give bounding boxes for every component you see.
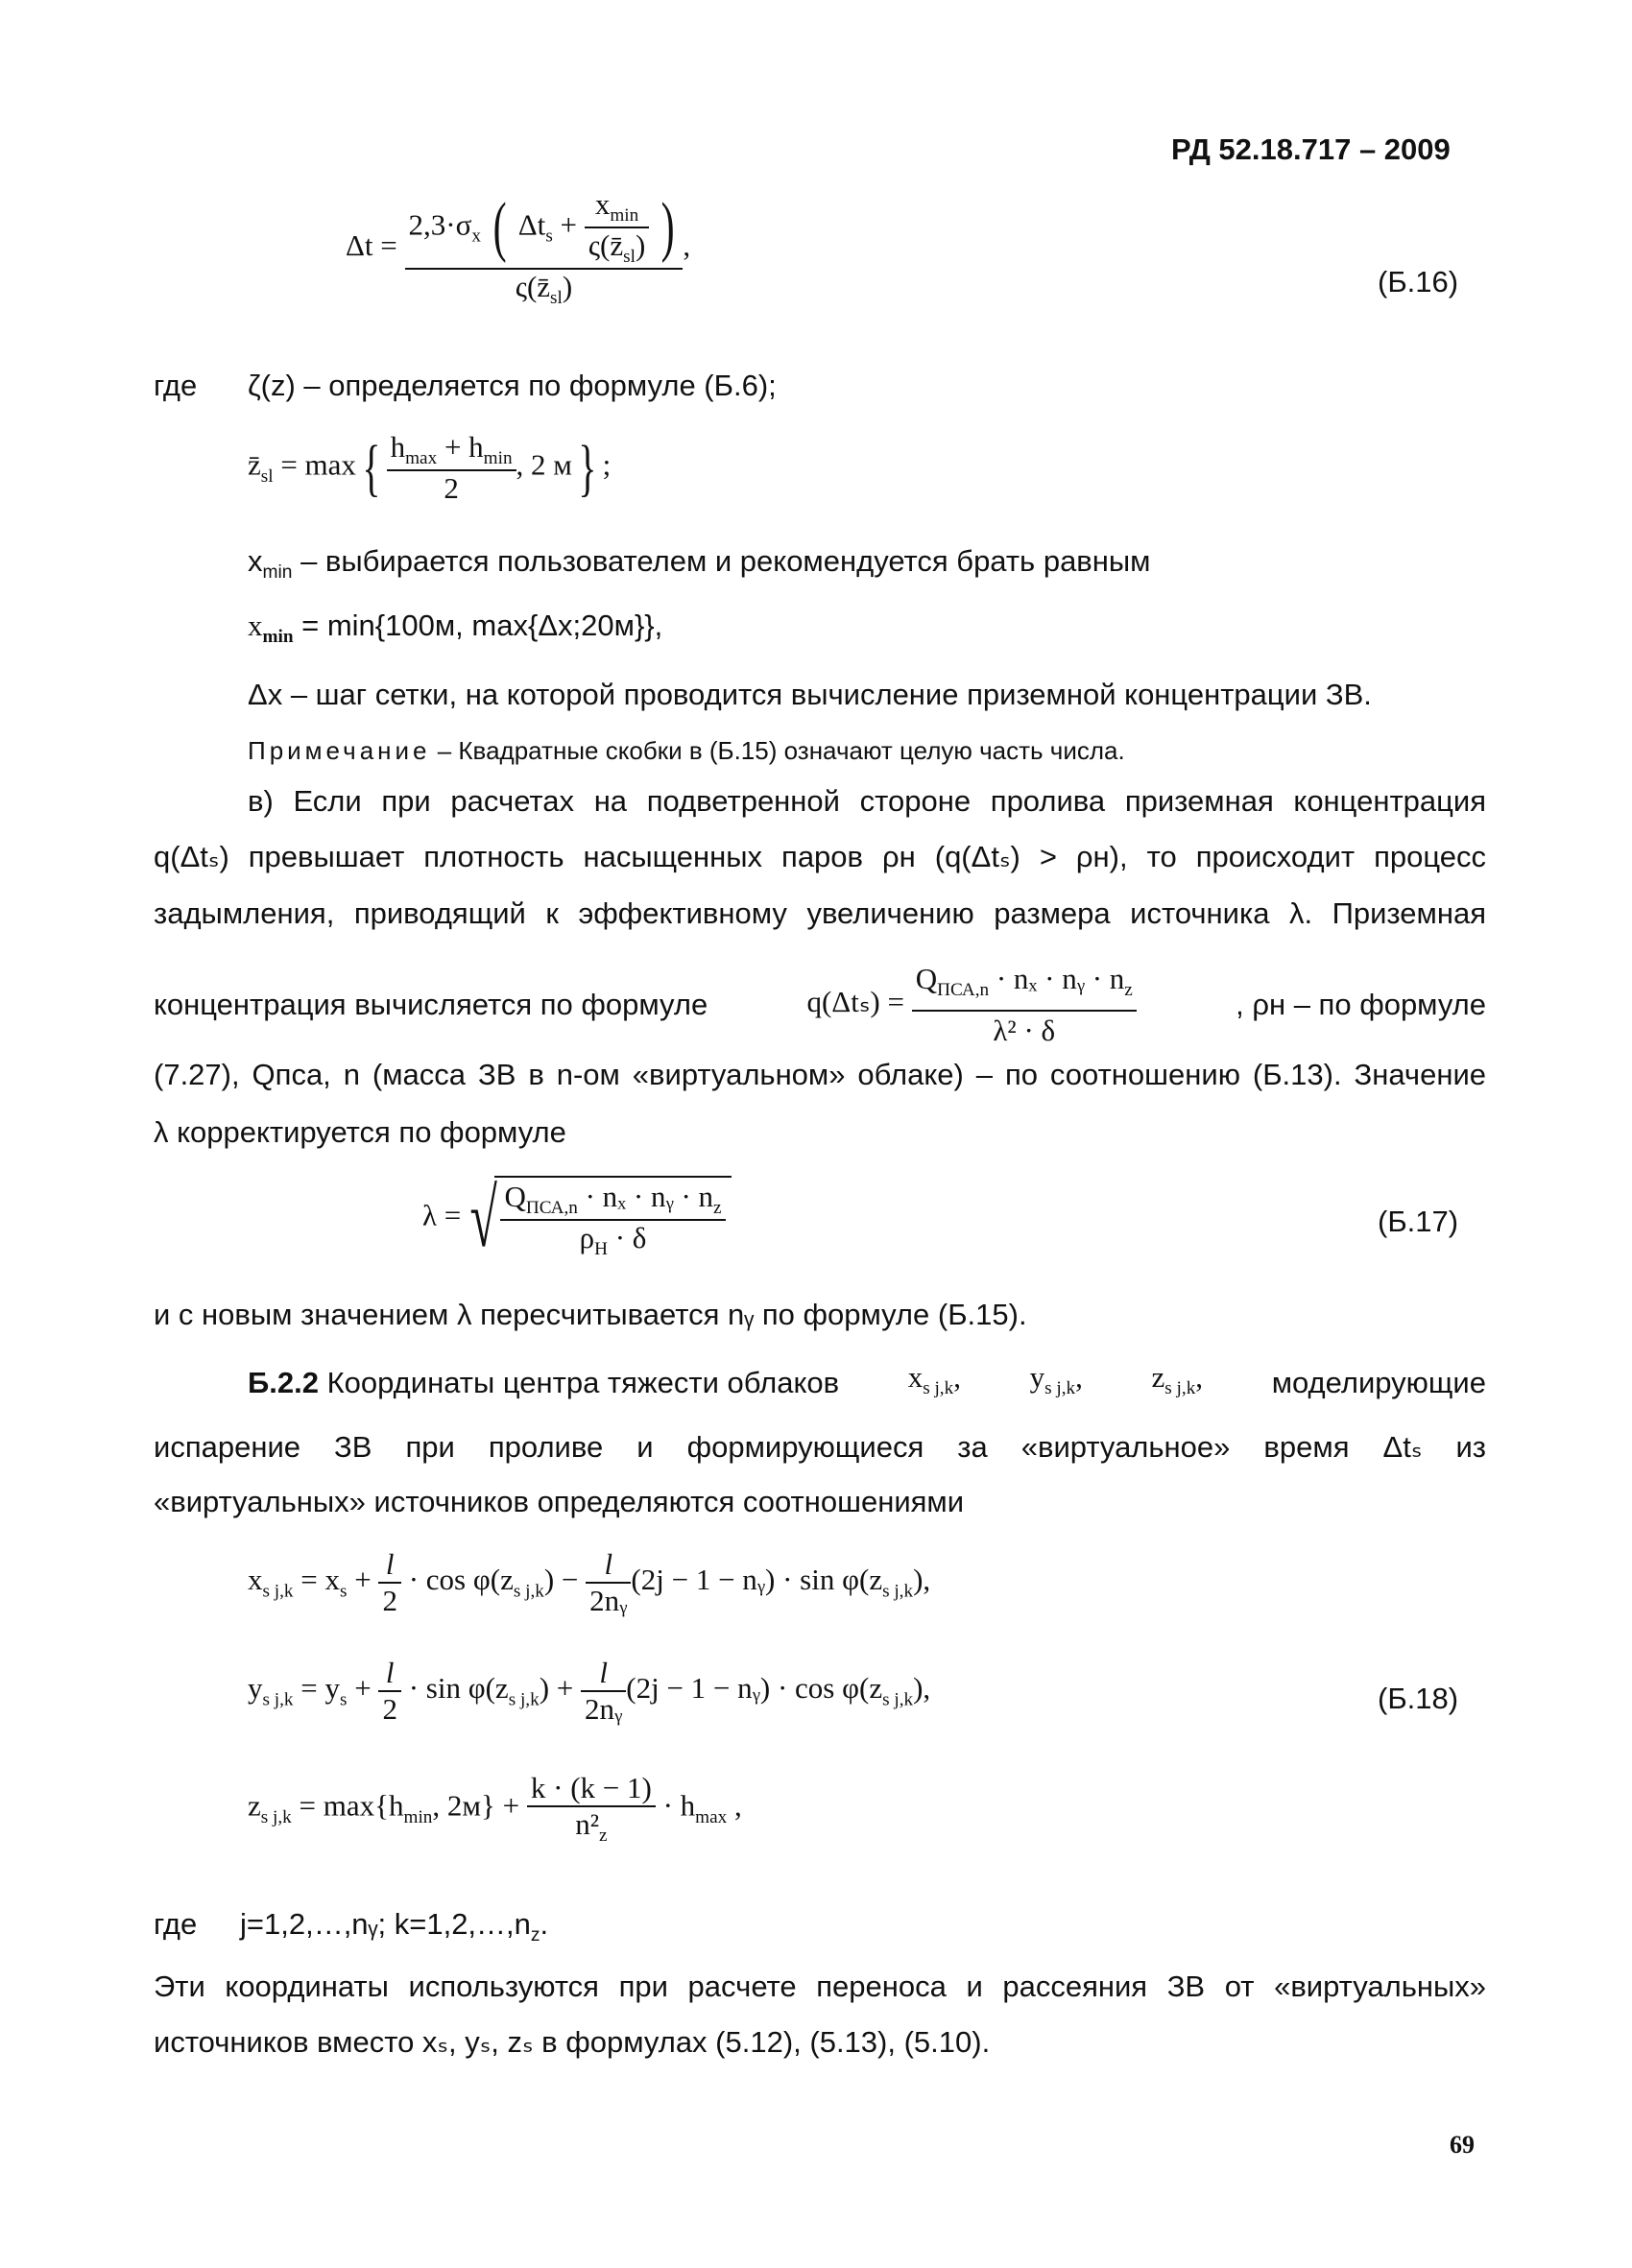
note-text: – Квадратные скобки в (Б.15) означают целую часть числа. — [430, 736, 1125, 765]
eq-b17-num-q: Q — [504, 1180, 526, 1213]
eq-b16-fraction — [405, 187, 684, 310]
xmin-def-x: x — [248, 544, 263, 578]
section-b22-y: y — [1029, 1360, 1045, 1394]
eq-b17-num-z: z — [713, 1198, 722, 1219]
eq-b18-x-f2-num: l — [604, 1547, 613, 1581]
eq-b18-y-a: = y — [293, 1671, 340, 1706]
eq-zsl-den: 2 — [387, 469, 516, 506]
eq-b18-y-f2-num: l — [599, 1656, 608, 1689]
xmin-eq-x: x — [248, 609, 263, 642]
eq-b18-x-d: ) − — [543, 1563, 587, 1597]
eq-zsl-tail: , 2 м — [516, 447, 572, 482]
conc-num-q: Q — [915, 962, 938, 995]
eq-b18-x-f: ), — [913, 1563, 931, 1597]
conc-lhs: q(Δtₛ) = — [806, 985, 904, 1019]
eq-zsl-lhs-sub: sl — [260, 466, 274, 487]
eq-b18-y-lhs-sub: s j,k — [262, 1689, 294, 1710]
eq-b16-xmin: x — [594, 187, 611, 221]
eq-b18-y-f: ), — [913, 1671, 931, 1706]
index-ranges-text: j=1,2,…,nᵧ; k=1,2,…,n — [240, 1907, 531, 1941]
equation-number-b17: (Б.17) — [1378, 1205, 1459, 1238]
para-v-line6: λ корректируется по формуле — [154, 1115, 566, 1149]
eq-b16-inner-den-sub: sl — [623, 247, 636, 268]
section-b22-line2: испарение ЗВ при проливе и формирующиеся за «виртуальное» время Δtₛ из — [154, 1430, 1486, 1464]
para-v-line2: q(Δtₛ) превышает плотность насыщенных паров ρн (q(Δtₛ) > ρн), то происходит процесс — [154, 840, 1486, 873]
eq-zsl-hmin: + h — [437, 430, 484, 464]
eq-b16-den: ς(z̄ — [515, 270, 551, 304]
note — [248, 734, 1125, 767]
eq-b16-dt: Δt — [517, 207, 546, 242]
eq-b18-x-e: (2j − 1 − nᵧ) · sin φ(z — [631, 1563, 883, 1597]
section-b22-label: Б.2.2 — [248, 1366, 319, 1400]
eq-b16-lhs: Δt = — [346, 227, 397, 262]
recalc-line: и с новым значением λ пересчитывается nᵧ по формуле (Б.15). — [154, 1298, 1027, 1331]
eq-b18-y-f1-num: l — [385, 1656, 395, 1689]
eq-b17-num-rest: · nₓ · nᵧ · n — [577, 1180, 714, 1213]
eq-zsl-max: = max — [280, 447, 356, 482]
eq-b18-z-b: , 2м} + — [432, 1788, 527, 1823]
index-ranges — [240, 1905, 548, 1955]
eq-b18-x-f1-den: 2 — [378, 1582, 401, 1618]
eq-b16-denominator: $\varsigma(z̄_{sl})$ — [405, 268, 684, 309]
eq-b16-coef: 2,3·σ — [408, 207, 472, 242]
xmin-eq-rhs: = min{100м, max{Δx;20м}}, — [293, 609, 663, 642]
eq-b18-y-b: + — [347, 1671, 379, 1706]
conc-den: λ² · δ — [912, 1010, 1137, 1050]
para-v-line4-end: , ρн – по формуле — [1236, 988, 1486, 1022]
eq-b18-z-max: max — [695, 1806, 728, 1827]
eq-zsl-fraction — [387, 430, 516, 506]
eq-b18-z-lhs: z — [248, 1788, 261, 1823]
where-label-2: где — [154, 1907, 198, 1941]
eq-b18-z-c: · h — [655, 1788, 696, 1823]
eq-b16-dt-sub: s — [545, 226, 553, 247]
eq-b18-x-c: · cos φ(z — [400, 1563, 514, 1597]
eq-b18-x-f2-den: 2nᵧ — [586, 1582, 631, 1618]
section-b22-line1: Б.2.2 Координаты центра тяжести облаков $x_{s j,k}$, $y_{s j,k}$, $z_{s j,k}$, моделирующие — [248, 1358, 1486, 1408]
equation-zsl: $z̄_{sl} = \max${ $\frac{h_{max} + h_{min}}{2}$ , 2 м} ; — [248, 430, 612, 506]
section-b22-line1-end: моделирующие — [1271, 1366, 1486, 1400]
section-b22-y-sub: s j,k — [1044, 1378, 1076, 1399]
note-label: Примечание — [248, 736, 431, 765]
conc-num-z: z — [1124, 980, 1133, 1001]
eq-b18-x-c-sub: s j,k — [513, 1581, 544, 1602]
final-line1: Эти координаты используются при расчете переноса и рассеяния ЗВ от «виртуальных» — [154, 1970, 1486, 2003]
dx-definition: Δx – шаг сетки, на которой проводится вычисление приземной концентрации ЗВ. — [248, 678, 1372, 711]
page-number: 69 — [1450, 2131, 1475, 2159]
eq-b18-z-frac-den-sub: z — [598, 1826, 608, 1847]
equation-b17: λ = √ $\frac{Q_{ПСА,n} \cdot n_x \cdot nᵧ \cdot n_z}{\rho_Н \cdot \delta}$ — [422, 1176, 732, 1260]
zeta-definition: ζ(z) – определяется по формуле (Б.6); — [248, 369, 777, 402]
eq-b17-den-rho: ρ — [579, 1221, 595, 1255]
xmin-equation — [248, 607, 662, 657]
section-b22-line3: «виртуальных» источников определяются соотношениями — [154, 1485, 965, 1518]
equation-number-b18: (Б.18) — [1378, 1682, 1459, 1715]
conc-num-rest: · nₓ · nᵧ · n — [989, 962, 1125, 995]
eq-b18-y-d: ) + — [539, 1671, 582, 1706]
eq-b18-x-lhs: x — [248, 1563, 263, 1597]
xmin-eq-sub: min — [262, 627, 294, 648]
eq-b17-den-sub: Н — [594, 1239, 608, 1260]
index-ranges-end: . — [540, 1907, 549, 1941]
section-b22-x-sub: s j,k — [923, 1378, 954, 1399]
xmin-def-text: – выбирается пользователем и рекомендуется брать равным — [292, 544, 1151, 578]
eq-b18-y-e-sub: s j,k — [882, 1689, 914, 1710]
eq-b18-y-c-sub: s j,k — [508, 1689, 540, 1710]
eq-b18-z-a: = max{h — [291, 1788, 404, 1823]
document-code: РД 52.18.717 – 2009 — [1171, 132, 1451, 166]
section-b22-z-sub: s j,k — [1164, 1378, 1196, 1399]
eq-zsl-hmax-sub: max — [405, 448, 438, 469]
equation-b18-z — [248, 1771, 742, 1847]
eq-b18-x-e-sub: s j,k — [882, 1581, 914, 1602]
eq-b18-y-e: (2j − 1 − nᵧ) · cos φ(z — [626, 1671, 883, 1706]
section-b22-line1-text: Координаты центра тяжести облаков — [319, 1366, 840, 1400]
eq-b18-z-min: min — [403, 1806, 433, 1827]
eq-b16-inner-fraction: $\frac{x_{min}}{\varsigma(z̄_{sl})}$ — [585, 187, 650, 268]
eq-b18-y-s: s — [340, 1689, 348, 1710]
eq-b18-z-d: , — [727, 1788, 742, 1823]
eq-b18-y-f2-den: 2nᵧ — [581, 1690, 626, 1727]
eq-b18-y-lhs: y — [248, 1671, 263, 1706]
eq-b18-z-frac-num: k · (k − 1) — [530, 1771, 652, 1804]
eq-b18-x-f1-num: l — [385, 1547, 395, 1581]
eq-b18-y-c: · sin φ(z — [400, 1671, 509, 1706]
eq-b18-z-frac-den: n² — [575, 1807, 599, 1841]
para-v-line4-start: концентрация вычисляется по формуле — [154, 988, 708, 1022]
eq-b18-x-lhs-sub: s j,k — [262, 1581, 294, 1602]
eq-zsl-hmin-sub: min — [483, 448, 513, 469]
equation-b18-x — [248, 1547, 930, 1618]
xmin-def-sub: min — [262, 562, 293, 584]
para-v-line3: задымления, приводящий к эффективному увеличению размера источника λ. Приземная — [154, 896, 1486, 930]
eq-zsl-end: ; — [602, 447, 612, 482]
eq-b16-numerator: $2,3\cdot\sigma_x$ ( $\Delta t_s$ + $\frac{x_{min}}{\varsigma(z̄_{sl})}$ ) — [408, 187, 675, 268]
eq-zsl-hmax: h — [390, 430, 406, 464]
equation-number-b16: (Б.16) — [1378, 265, 1459, 298]
equation-b16: Δt = $2,3\cdot\sigma_x$ ( $\Delta t_s$ + $\frac{x_{min}}{\varsigma(z̄_{sl})}$ ) $\varsigma(z̄_{sl})$ , — [346, 187, 691, 309]
eq-b16-inner-den: ς(z̄ — [588, 228, 624, 263]
section-b22-z: z — [1151, 1360, 1165, 1394]
eq-zsl-lhs: z̄ — [248, 447, 261, 482]
eq-b18-x-b: + — [347, 1563, 379, 1597]
concentration-formula — [806, 960, 1136, 1050]
eq-b18-y-f1-den: 2 — [378, 1690, 401, 1727]
para-v-line4 — [154, 960, 1486, 1050]
section-b22-x: x — [907, 1360, 924, 1394]
where-label-1: где — [154, 369, 198, 402]
eq-b17-lhs: λ = — [422, 1198, 462, 1232]
eq-b16-xmin-sub: min — [610, 205, 639, 227]
eq-b16-sigma-sub: x — [471, 226, 481, 247]
xmin-definition — [248, 542, 1151, 592]
eq-b17-num-sub: ПСА,n — [525, 1198, 578, 1219]
equation-b18-y — [248, 1656, 930, 1727]
conc-num-sub: ПСА,n — [937, 980, 990, 1001]
eq-b18-x-s: s — [340, 1581, 348, 1602]
index-ranges-sub: z — [530, 1925, 540, 1946]
eq-b18-x-a: = x — [293, 1563, 340, 1597]
eq-b17-den-rest: · δ — [607, 1221, 647, 1255]
eq-b18-z-lhs-sub: s j,k — [260, 1806, 292, 1827]
eq-b17-fraction — [500, 1180, 725, 1260]
eq-b16-den-sub: sl — [550, 288, 563, 309]
para-v-line5: (7.27), Qпса, n (масса ЗВ в n-ом «виртуальном» облаке) – по соотношению (Б.13). Значение — [154, 1058, 1486, 1091]
para-v-line1: в) Если при расчетах на подветренной стороне пролива приземная концентрация — [248, 784, 1486, 818]
final-line2: источников вместо xₛ, yₛ, zₛ в формулах (5.12), (5.13), (5.10). — [154, 2025, 991, 2059]
